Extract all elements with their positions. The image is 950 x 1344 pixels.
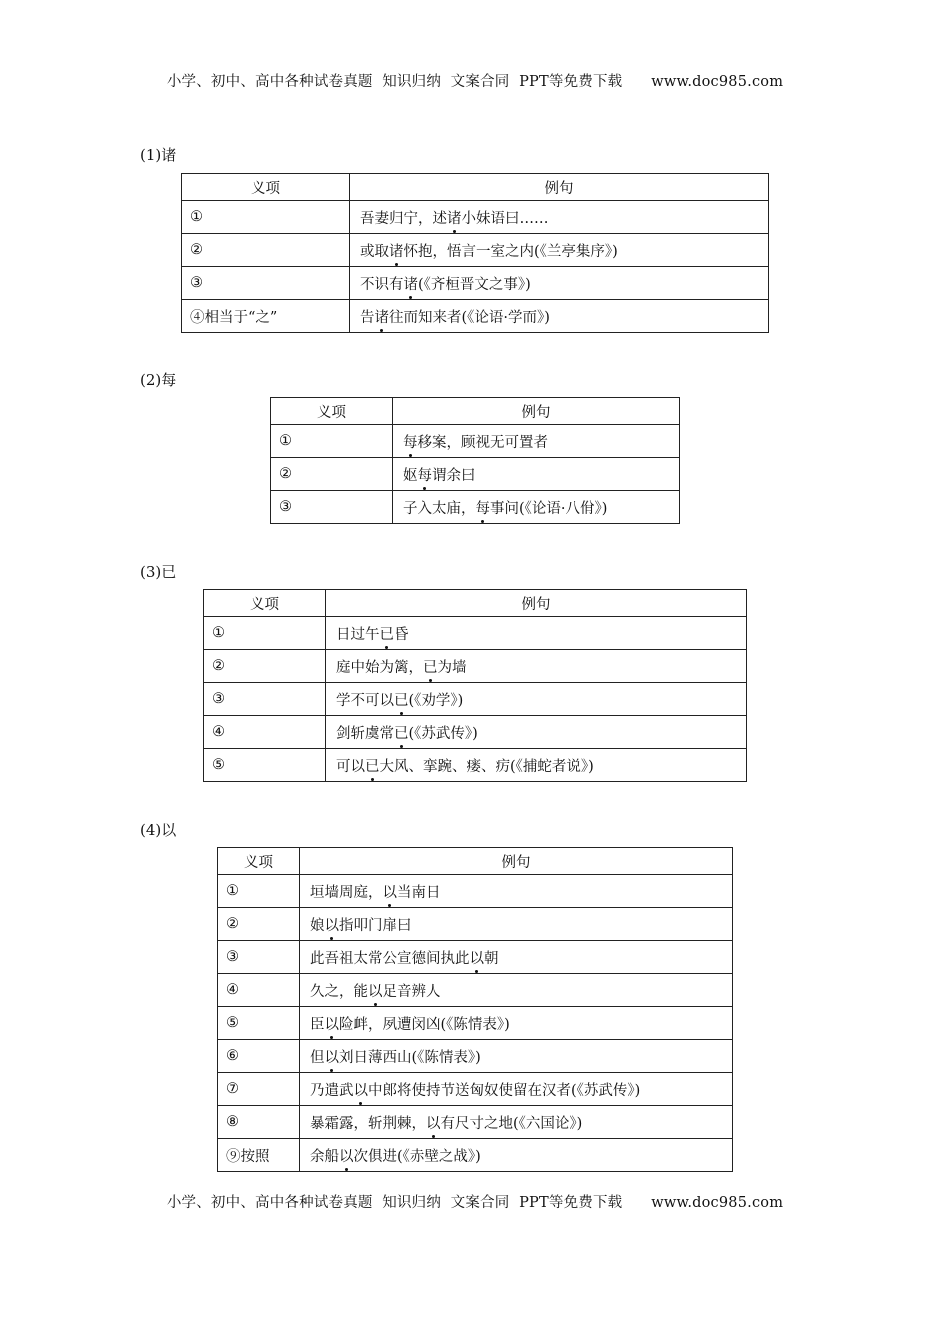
emphasized-character: 诸 <box>447 207 462 228</box>
example-text: 指叩门扉曰 <box>339 917 412 934</box>
table-row <box>218 1073 733 1106</box>
table-row <box>204 749 747 782</box>
example-cell <box>350 300 769 333</box>
table-row <box>271 425 680 458</box>
example-header: 例句 <box>350 174 769 201</box>
table-row <box>271 491 680 524</box>
table-row <box>218 941 733 974</box>
meaning-cell: ④ <box>218 974 300 1007</box>
emphasized-character: 已 <box>365 755 380 776</box>
emphasized-character: 已 <box>394 689 409 710</box>
meaning-cell: ① <box>218 875 300 908</box>
table-row <box>204 683 747 716</box>
emphasized-character: 诸 <box>404 273 419 294</box>
meaning-cell: ③ <box>218 941 300 974</box>
example-text: 学不可以 <box>336 692 394 709</box>
example-cell <box>300 1139 733 1172</box>
meaning-header: 义项 <box>204 590 326 617</box>
example-cell <box>350 267 769 300</box>
table-row <box>182 300 769 333</box>
table-row <box>204 650 747 683</box>
meaning-cell: ⑨按照 <box>218 1139 300 1172</box>
emphasized-character: 每 <box>476 497 491 518</box>
example-text: (《齐桓晋文之事》) <box>418 276 531 293</box>
example-text: 庭中始为篱， <box>336 659 423 676</box>
example-cell <box>300 941 733 974</box>
example-text: 往而知来者(《论语·学而》) <box>389 309 550 326</box>
example-text: 不识有 <box>360 276 404 293</box>
example-text: 久之，能 <box>310 983 368 1000</box>
example-cell <box>300 1040 733 1073</box>
gloss-table-mei <box>270 397 680 524</box>
meaning-cell: ② <box>218 908 300 941</box>
emphasized-character: 已 <box>423 656 438 677</box>
example-text: 日过午 <box>336 626 380 643</box>
meaning-header: 义项 <box>271 398 393 425</box>
example-text: 大风、挛踠、瘘、疠(《捕蛇者说》) <box>379 758 594 775</box>
example-text: 刘日薄西山(《陈情表》) <box>339 1049 481 1066</box>
example-cell <box>326 650 747 683</box>
meaning-header: 义项 <box>218 848 300 875</box>
example-text: 朝 <box>484 950 499 967</box>
meaning-cell: ④相当于“之” <box>182 300 350 333</box>
emphasized-character: 诸 <box>375 306 390 327</box>
example-cell <box>393 458 680 491</box>
table-row <box>204 716 747 749</box>
example-cell <box>350 201 769 234</box>
example-text: 子入太庙， <box>403 500 476 517</box>
example-text: 可以 <box>336 758 365 775</box>
emphasized-character: 以 <box>325 1046 340 1067</box>
gloss-table-yi-use <box>217 847 733 1172</box>
example-header: 例句 <box>393 398 680 425</box>
example-text: (《劝学》) <box>408 692 464 709</box>
example-cell <box>300 974 733 1007</box>
example-text: 为墙 <box>437 659 467 676</box>
meaning-cell: ⑤ <box>204 749 326 782</box>
example-text: 但 <box>310 1049 325 1066</box>
example-cell <box>350 234 769 267</box>
example-text: 中郎将使持节送匈奴使留在汉者(《苏武传》) <box>368 1082 641 1099</box>
example-cell <box>326 617 747 650</box>
example-cell <box>393 491 680 524</box>
meaning-cell: ③ <box>204 683 326 716</box>
meaning-cell: ⑦ <box>218 1073 300 1106</box>
example-cell <box>393 425 680 458</box>
example-text: 乃遣武 <box>310 1082 354 1099</box>
meaning-cell: ④ <box>204 716 326 749</box>
section-label-yi-use: (4)以 <box>140 821 177 839</box>
emphasized-character: 每 <box>403 431 418 452</box>
example-text: 事问(《论语·八佾》) <box>490 500 608 517</box>
example-text: 移案，顾视无可置者 <box>417 434 548 451</box>
meaning-cell: ① <box>182 201 350 234</box>
example-cell <box>300 1073 733 1106</box>
example-text: 吾妻归宁，述 <box>360 210 447 227</box>
example-cell <box>326 716 747 749</box>
table-header-row <box>271 398 680 425</box>
page-header: 小学、初中、高中各种试卷真题 知识归纳 文案合同 PPT等免费下载 www.doc985.com <box>166 74 784 90</box>
emphasized-character: 诸 <box>389 240 404 261</box>
emphasized-character: 以 <box>470 947 485 968</box>
example-text: 垣墙周庭， <box>310 884 383 901</box>
meaning-cell: ⑥ <box>218 1040 300 1073</box>
example-text: 告 <box>360 309 375 326</box>
example-text: 娘 <box>310 917 325 934</box>
table-row <box>218 875 733 908</box>
section-label-mei: (2)每 <box>140 371 177 389</box>
example-cell <box>300 1106 733 1139</box>
emphasized-character: 以 <box>325 914 340 935</box>
table-row <box>204 617 747 650</box>
example-text: 次俱进(《赤壁之战》) <box>353 1148 481 1165</box>
example-header: 例句 <box>300 848 733 875</box>
emphasized-character: 以 <box>354 1079 369 1100</box>
meaning-cell: ② <box>182 234 350 267</box>
emphasized-character: 以 <box>325 1013 340 1034</box>
example-text: 有尺寸之地(《六国论》) <box>440 1115 583 1132</box>
table-row <box>182 234 769 267</box>
example-cell <box>326 683 747 716</box>
emphasized-character: 以 <box>383 881 398 902</box>
meaning-cell: ⑧ <box>218 1106 300 1139</box>
table-row <box>218 1007 733 1040</box>
gloss-table-yi-already <box>203 589 747 782</box>
table-header-row <box>204 590 747 617</box>
example-text: 妪 <box>403 467 418 484</box>
meaning-cell: ⑤ <box>218 1007 300 1040</box>
example-text: 险衅，夙遭闵凶(《陈情表》) <box>339 1016 510 1033</box>
table-header-row <box>218 848 733 875</box>
example-header: 例句 <box>326 590 747 617</box>
example-text: 小妹语曰…… <box>461 210 549 227</box>
example-text: 谓余曰 <box>432 467 476 484</box>
table-row <box>218 1106 733 1139</box>
example-cell <box>300 908 733 941</box>
table-row <box>182 201 769 234</box>
table-header-row <box>182 174 769 201</box>
example-text: 或取 <box>360 243 389 260</box>
emphasized-character: 以 <box>339 1145 354 1166</box>
section-label-yi-already: (3)已 <box>140 563 177 581</box>
example-text: 怀抱，悟言一室之内(《兰亭集序》) <box>403 243 618 260</box>
meaning-cell: ① <box>204 617 326 650</box>
meaning-cell: ③ <box>271 491 393 524</box>
section-label-zhu: (1)诸 <box>140 146 177 164</box>
example-text: 剑斩虞常 <box>336 725 394 742</box>
table-row <box>218 908 733 941</box>
table-row <box>218 1139 733 1172</box>
example-text: 余船 <box>310 1148 339 1165</box>
example-cell <box>300 875 733 908</box>
example-text: (《苏武传》) <box>408 725 478 742</box>
table-row <box>218 974 733 1007</box>
example-text: 臣 <box>310 1016 325 1033</box>
gloss-table-zhu <box>181 173 769 333</box>
meaning-header: 义项 <box>182 174 350 201</box>
example-cell <box>326 749 747 782</box>
page-footer: 小学、初中、高中各种试卷真题 知识归纳 文案合同 PPT等免费下载 www.doc985.com <box>166 1195 784 1211</box>
meaning-cell: ③ <box>182 267 350 300</box>
example-text: 足音辨人 <box>382 983 441 1000</box>
emphasized-character: 每 <box>418 464 433 485</box>
emphasized-character: 以 <box>426 1112 441 1133</box>
example-cell <box>300 1007 733 1040</box>
example-text: 昏 <box>394 626 409 643</box>
table-row <box>182 267 769 300</box>
meaning-cell: ② <box>204 650 326 683</box>
example-text: 此吾祖太常公宣德间执此 <box>310 950 470 967</box>
emphasized-character: 已 <box>380 623 395 644</box>
meaning-cell: ② <box>271 458 393 491</box>
example-text: 暴霜露，斩荆棘， <box>310 1115 426 1132</box>
emphasized-character: 已 <box>394 722 409 743</box>
emphasized-character: 以 <box>368 980 383 1001</box>
meaning-cell: ① <box>271 425 393 458</box>
table-row <box>218 1040 733 1073</box>
example-text: 当南日 <box>397 884 441 901</box>
table-row <box>271 458 680 491</box>
